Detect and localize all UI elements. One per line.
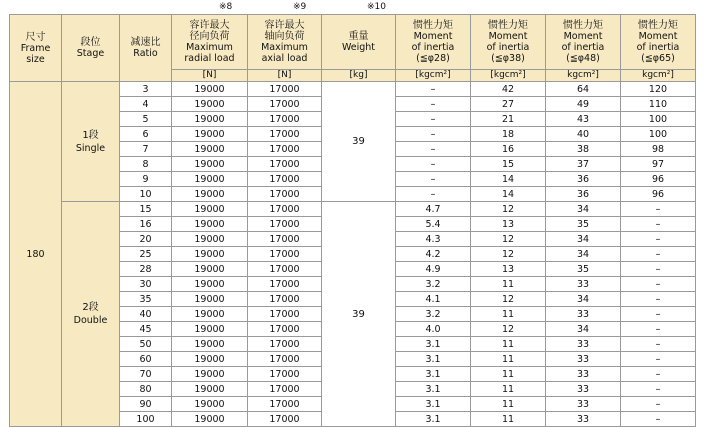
inertia-28-cell: 3.1 — [396, 367, 471, 382]
inertia-65-cell: – — [621, 412, 696, 427]
inertia-38-cell: 13 — [471, 262, 546, 277]
note-10: ※10 — [367, 2, 386, 12]
ratio-cell: 100 — [120, 412, 172, 427]
table-row — [10, 202, 696, 217]
ratio-cell: 90 — [120, 397, 172, 412]
inertia-65-cell: 98 — [621, 142, 696, 157]
header-inertia-65: 惯性力矩 Moment of inertia (≦φ65) — [621, 15, 696, 70]
inertia-48-cell: 34 — [546, 292, 621, 307]
axial-load-cell: 17000 — [248, 232, 322, 247]
inertia-48-cell: 33 — [546, 337, 621, 352]
ratio-cell: 3 — [120, 82, 172, 97]
inertia-48-cell: 43 — [546, 112, 621, 127]
inertia-28-cell: 3.2 — [396, 307, 471, 322]
inertia-38-cell: 15 — [471, 157, 546, 172]
ratio-cell: 15 — [120, 202, 172, 217]
ratio-cell: 28 — [120, 262, 172, 277]
inertia-38-cell: 11 — [471, 337, 546, 352]
inertia-38-cell: 14 — [471, 187, 546, 202]
inertia-48-cell: 34 — [546, 202, 621, 217]
axial-load-cell: 17000 — [248, 412, 322, 427]
spec-table — [9, 14, 696, 427]
inertia-28-cell: 3.1 — [396, 412, 471, 427]
inertia-65-cell: – — [621, 217, 696, 232]
inertia-48-cell: 64 — [546, 82, 621, 97]
ratio-cell: 60 — [120, 352, 172, 367]
axial-load-cell: 17000 — [248, 247, 322, 262]
ratio-cell: 5 — [120, 112, 172, 127]
axial-load-cell: 17000 — [248, 97, 322, 112]
inertia-28-cell: 4.2 — [396, 247, 471, 262]
inertia-65-cell: – — [621, 367, 696, 382]
axial-load-cell: 17000 — [248, 127, 322, 142]
radial-load-cell: 19000 — [172, 217, 248, 232]
inertia-38-cell: 27 — [471, 97, 546, 112]
inertia-28-cell: – — [396, 172, 471, 187]
ratio-cell: 6 — [120, 127, 172, 142]
ratio-cell: 40 — [120, 307, 172, 322]
unit-inertia-38: [kgcm²] — [471, 70, 546, 82]
ratio-cell: 4 — [120, 97, 172, 112]
inertia-38-cell: 11 — [471, 367, 546, 382]
header-frame-size: 尺寸 Frame size — [10, 15, 62, 82]
ratio-cell: 10 — [120, 187, 172, 202]
radial-load-cell: 19000 — [172, 97, 248, 112]
radial-load-cell: 19000 — [172, 112, 248, 127]
unit-inertia-28: [kgcm²] — [396, 70, 471, 82]
inertia-28-cell: 4.1 — [396, 292, 471, 307]
inertia-65-cell: – — [621, 337, 696, 352]
header-inertia-48: 惯性力矩 Moment of inertia (≦φ48) — [546, 15, 621, 70]
ratio-cell: 16 — [120, 217, 172, 232]
radial-load-cell: 19000 — [172, 397, 248, 412]
header-radial-load: 容许最大 径向负荷 Maximum radial load — [172, 15, 248, 70]
header-inertia-28: 惯性力矩 Moment of inertia (≦φ28) — [396, 15, 471, 70]
header-row — [10, 15, 696, 70]
ratio-cell: 9 — [120, 172, 172, 187]
inertia-65-cell: – — [621, 277, 696, 292]
axial-load-cell: 17000 — [248, 142, 322, 157]
unit-inertia-48: kgcm²] — [546, 70, 621, 82]
inertia-38-cell: 11 — [471, 397, 546, 412]
radial-load-cell: 19000 — [172, 142, 248, 157]
inertia-28-cell: – — [396, 142, 471, 157]
ratio-cell: 80 — [120, 382, 172, 397]
inertia-28-cell: – — [396, 112, 471, 127]
axial-load-cell: 17000 — [248, 262, 322, 277]
inertia-38-cell: 13 — [471, 217, 546, 232]
axial-load-cell: 17000 — [248, 277, 322, 292]
axial-load-cell: 17000 — [248, 292, 322, 307]
inertia-28-cell: 4.3 — [396, 232, 471, 247]
inertia-65-cell: 97 — [621, 157, 696, 172]
ratio-cell: 70 — [120, 367, 172, 382]
inertia-48-cell: 38 — [546, 142, 621, 157]
unit-axial: [N] — [248, 70, 322, 82]
table-body — [10, 82, 696, 427]
inertia-65-cell: – — [621, 307, 696, 322]
axial-load-cell: 17000 — [248, 82, 322, 97]
radial-load-cell: 19000 — [172, 292, 248, 307]
inertia-38-cell: 21 — [471, 112, 546, 127]
inertia-38-cell: 11 — [471, 382, 546, 397]
note-8: ※8 — [219, 2, 233, 12]
axial-load-cell: 17000 — [248, 217, 322, 232]
inertia-48-cell: 35 — [546, 262, 621, 277]
axial-load-cell: 17000 — [248, 322, 322, 337]
axial-load-cell: 17000 — [248, 397, 322, 412]
radial-load-cell: 19000 — [172, 172, 248, 187]
radial-load-cell: 19000 — [172, 127, 248, 142]
inertia-65-cell: – — [621, 322, 696, 337]
inertia-65-cell: – — [621, 262, 696, 277]
radial-load-cell: 19000 — [172, 247, 248, 262]
inertia-28-cell: 4.7 — [396, 202, 471, 217]
unit-radial: [N] — [172, 70, 248, 82]
inertia-38-cell: 12 — [471, 202, 546, 217]
ratio-cell: 35 — [120, 292, 172, 307]
inertia-65-cell: – — [621, 352, 696, 367]
inertia-28-cell: – — [396, 97, 471, 112]
axial-load-cell: 17000 — [248, 367, 322, 382]
inertia-38-cell: 11 — [471, 307, 546, 322]
inertia-65-cell: 96 — [621, 172, 696, 187]
radial-load-cell: 19000 — [172, 412, 248, 427]
inertia-28-cell: 5.4 — [396, 217, 471, 232]
ratio-cell: 30 — [120, 277, 172, 292]
inertia-48-cell: 49 — [546, 97, 621, 112]
inertia-48-cell: 36 — [546, 172, 621, 187]
weight-single-cell: 39 — [322, 82, 396, 202]
inertia-48-cell: 40 — [546, 127, 621, 142]
inertia-28-cell: 3.1 — [396, 352, 471, 367]
inertia-38-cell: 12 — [471, 292, 546, 307]
axial-load-cell: 17000 — [248, 337, 322, 352]
inertia-48-cell: 37 — [546, 157, 621, 172]
inertia-28-cell: 3.1 — [396, 382, 471, 397]
ratio-cell: 20 — [120, 232, 172, 247]
radial-load-cell: 19000 — [172, 232, 248, 247]
inertia-28-cell: 4.9 — [396, 262, 471, 277]
radial-load-cell: 19000 — [172, 277, 248, 292]
inertia-38-cell: 11 — [471, 277, 546, 292]
inertia-38-cell: 42 — [471, 82, 546, 97]
inertia-28-cell: – — [396, 157, 471, 172]
radial-load-cell: 19000 — [172, 352, 248, 367]
inertia-65-cell: 100 — [621, 127, 696, 142]
axial-load-cell: 17000 — [248, 352, 322, 367]
inertia-38-cell: 16 — [471, 142, 546, 157]
inertia-48-cell: 33 — [546, 397, 621, 412]
inertia-65-cell: – — [621, 397, 696, 412]
radial-load-cell: 19000 — [172, 382, 248, 397]
inertia-28-cell: 3.1 — [396, 397, 471, 412]
axial-load-cell: 17000 — [248, 382, 322, 397]
inertia-38-cell: 12 — [471, 247, 546, 262]
inertia-65-cell: – — [621, 232, 696, 247]
radial-load-cell: 19000 — [172, 322, 248, 337]
weight-double-cell: 39 — [322, 202, 396, 427]
header-weight: 重量 Weight — [322, 15, 396, 70]
ratio-cell: 25 — [120, 247, 172, 262]
inertia-48-cell: 33 — [546, 352, 621, 367]
inertia-38-cell: 12 — [471, 232, 546, 247]
radial-load-cell: 19000 — [172, 202, 248, 217]
inertia-28-cell: – — [396, 187, 471, 202]
inertia-38-cell: 11 — [471, 412, 546, 427]
inertia-48-cell: 33 — [546, 382, 621, 397]
inertia-38-cell: 12 — [471, 322, 546, 337]
axial-load-cell: 17000 — [248, 112, 322, 127]
header-axial-load: 容许最大 轴向负荷 Maximum axial load — [248, 15, 322, 70]
unit-inertia-65: kgcm²] — [621, 70, 696, 82]
inertia-28-cell: 4.0 — [396, 322, 471, 337]
radial-load-cell: 19000 — [172, 307, 248, 322]
inertia-48-cell: 34 — [546, 322, 621, 337]
inertia-48-cell: 33 — [546, 277, 621, 292]
inertia-38-cell: 18 — [471, 127, 546, 142]
axial-load-cell: 17000 — [248, 187, 322, 202]
inertia-65-cell: – — [621, 202, 696, 217]
inertia-48-cell: 34 — [546, 247, 621, 262]
header-ratio: 减速比 Ratio — [120, 15, 172, 82]
stage-single-cell: 1段 Single — [62, 82, 120, 202]
radial-load-cell: 19000 — [172, 367, 248, 382]
axial-load-cell: 17000 — [248, 307, 322, 322]
unit-weight: [kg] — [322, 70, 396, 82]
inertia-28-cell: 3.1 — [396, 337, 471, 352]
radial-load-cell: 19000 — [172, 157, 248, 172]
radial-load-cell: 19000 — [172, 82, 248, 97]
inertia-48-cell: 36 — [546, 187, 621, 202]
inertia-38-cell: 14 — [471, 172, 546, 187]
inertia-38-cell: 11 — [471, 352, 546, 367]
inertia-65-cell: 110 — [621, 97, 696, 112]
axial-load-cell: 17000 — [248, 157, 322, 172]
inertia-65-cell: – — [621, 382, 696, 397]
inertia-65-cell: 120 — [621, 82, 696, 97]
axial-load-cell: 17000 — [248, 202, 322, 217]
header-stage: 段位 Stage — [62, 15, 120, 82]
inertia-28-cell: 3.2 — [396, 277, 471, 292]
radial-load-cell: 19000 — [172, 187, 248, 202]
inertia-28-cell: – — [396, 82, 471, 97]
radial-load-cell: 19000 — [172, 262, 248, 277]
inertia-48-cell: 33 — [546, 307, 621, 322]
inertia-65-cell: 100 — [621, 112, 696, 127]
radial-load-cell: 19000 — [172, 337, 248, 352]
inertia-65-cell: – — [621, 292, 696, 307]
footnote-markers — [0, 2, 705, 14]
note-9: ※9 — [293, 2, 307, 12]
header-inertia-38: 惯性力矩 Moment of inertia (≦φ38) — [471, 15, 546, 70]
ratio-cell: 8 — [120, 157, 172, 172]
ratio-cell: 50 — [120, 337, 172, 352]
inertia-48-cell: 34 — [546, 232, 621, 247]
stage-double-cell: 2段 Double — [62, 202, 120, 427]
inertia-65-cell: 96 — [621, 187, 696, 202]
inertia-48-cell: 33 — [546, 412, 621, 427]
inertia-65-cell: – — [621, 247, 696, 262]
table-row — [10, 82, 696, 97]
inertia-48-cell: 35 — [546, 217, 621, 232]
inertia-48-cell: 33 — [546, 367, 621, 382]
frame-size-cell: 180 — [10, 82, 62, 427]
inertia-28-cell: – — [396, 127, 471, 142]
axial-load-cell: 17000 — [248, 172, 322, 187]
ratio-cell: 7 — [120, 142, 172, 157]
ratio-cell: 45 — [120, 322, 172, 337]
